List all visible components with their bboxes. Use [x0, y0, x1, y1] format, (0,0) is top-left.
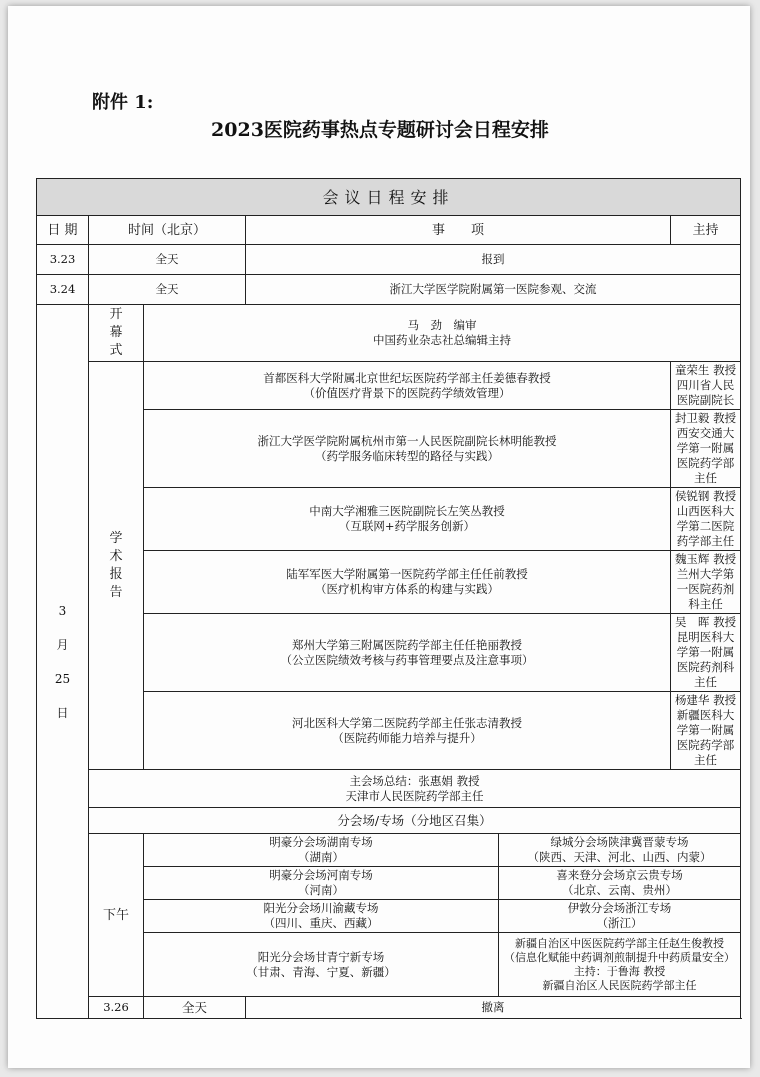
table-title-row: [37, 179, 741, 216]
talk-cell: 中南大学湘雅三医院副院长左笑丛教授 （互联网+药学服务创新）: [144, 488, 671, 551]
branch-left-cell: 阳光分会场甘青宁新专场 （甘肃、青海、宁夏、新疆）: [144, 933, 499, 997]
branch-left-cell: 明豪分会场河南专场 （河南）: [144, 867, 499, 900]
opening-label: 开幕式: [89, 305, 144, 362]
header-host: 主持: [671, 216, 741, 245]
date-cell: 3.26: [89, 997, 144, 1019]
branch-right-cell: 新疆自治区中医医院药学部主任赵生俊教授 （信息化赋能中药调剂煎制提升中药质量安全） 主持：于鲁海 教授 新疆自治区人民医院药学部主任: [499, 933, 741, 997]
table-row: [37, 362, 741, 410]
talk-cell: 郑州大学第三附属医院药学部主任任艳丽教授 （公立医院绩效考核与药事管理要点及注意事项）: [144, 614, 671, 692]
talk-cell: 陆军军医大学附属第一医院药学部主任任前教授 （医疗机构审方体系的构建与实践）: [144, 551, 671, 614]
table-title: 会议日程安排: [37, 179, 741, 216]
date-cell: 3.23: [37, 245, 89, 275]
time-cell: 全天: [144, 997, 246, 1019]
branch-left-cell: 阳光分会场川渝藏专场 （四川、重庆、西藏）: [144, 900, 499, 933]
branch-right-cell: 喜来登分会场京云贵专场 （北京、云南、贵州）: [499, 867, 741, 900]
host-cell: 侯锐钢 教授 山西医科大学第二医院 药学部主任: [671, 488, 741, 551]
time-cell: 全天: [89, 245, 246, 275]
table-row: [37, 305, 741, 362]
table-row: [37, 834, 741, 867]
academic-label: 学术报告: [89, 362, 144, 770]
table-row: [37, 245, 741, 275]
host-cell: 魏玉辉 教授 兰州大学第一医院药剂 科主任: [671, 551, 741, 614]
opening-cell: [144, 305, 741, 362]
afternoon-label: 下午: [89, 834, 144, 997]
date-cell-325: 3月25日: [37, 305, 89, 1019]
talk-cell: 首都医科大学附属北京世纪坛医院药学部主任姜德春教授 （价值医疗背景下的医院药学绩效管理）: [144, 362, 671, 410]
table-row: [37, 997, 741, 1019]
branch-left-cell: 明豪分会场湖南专场 （湖南）: [144, 834, 499, 867]
item-cell: 报到: [246, 245, 741, 275]
header-time: 时间（北京）: [89, 216, 246, 245]
header-item: 事 项: [246, 216, 671, 245]
table-row: [37, 770, 741, 808]
talk-cell: 河北医科大学第二医院药学部主任张志清教授 （医院药师能力培养与提升）: [144, 692, 671, 770]
time-cell: 全天: [89, 275, 246, 305]
branch-right-cell: 绿城分会场陕津冀晋蒙专场 （陕西、天津、河北、山西、内蒙）: [499, 834, 741, 867]
host-cell: 童荣生 教授 四川省人民医院副院长: [671, 362, 741, 410]
schedule-table: [36, 178, 741, 1019]
attachment-label: 附件 1:: [92, 92, 154, 113]
talk-cell: 浙江大学医学院附属杭州市第一人民医院副院长林明能教授 （药学服务临床转型的路径与实践）: [144, 410, 671, 488]
table-row: [37, 808, 741, 834]
branch-header: 分会场/专场（分地区召集）: [89, 808, 741, 834]
host-cell: 杨建华 教授 新疆医科大学第一附属 医院药学部主任: [671, 692, 741, 770]
header-date: 日 期: [37, 216, 89, 245]
opening-host: 马 劲 编审: [407, 318, 477, 332]
summary-cell: 主会场总结：张惠娟 教授 天津市人民医院药学部主任: [89, 770, 741, 808]
table-row: [37, 275, 741, 305]
date-cell: 3.24: [37, 275, 89, 305]
document-title: 2023医院药事热点专题研讨会日程安排: [211, 119, 549, 141]
host-cell: 封卫毅 教授 西安交通大学第一附属 医院药学部主任: [671, 410, 741, 488]
item-cell: 浙江大学医学院附属第一医院参观、交流: [246, 275, 741, 305]
branch-right-cell: 伊敦分会场浙江专场 （浙江）: [499, 900, 741, 933]
item-cell: 撤离: [246, 997, 741, 1019]
opening-host-title: 中国药业杂志社总编辑主持: [373, 333, 512, 347]
host-cell: 吴 晖 教授 昆明医科大学第一附属 医院药剂科主任: [671, 614, 741, 692]
column-header-row: [37, 216, 741, 245]
